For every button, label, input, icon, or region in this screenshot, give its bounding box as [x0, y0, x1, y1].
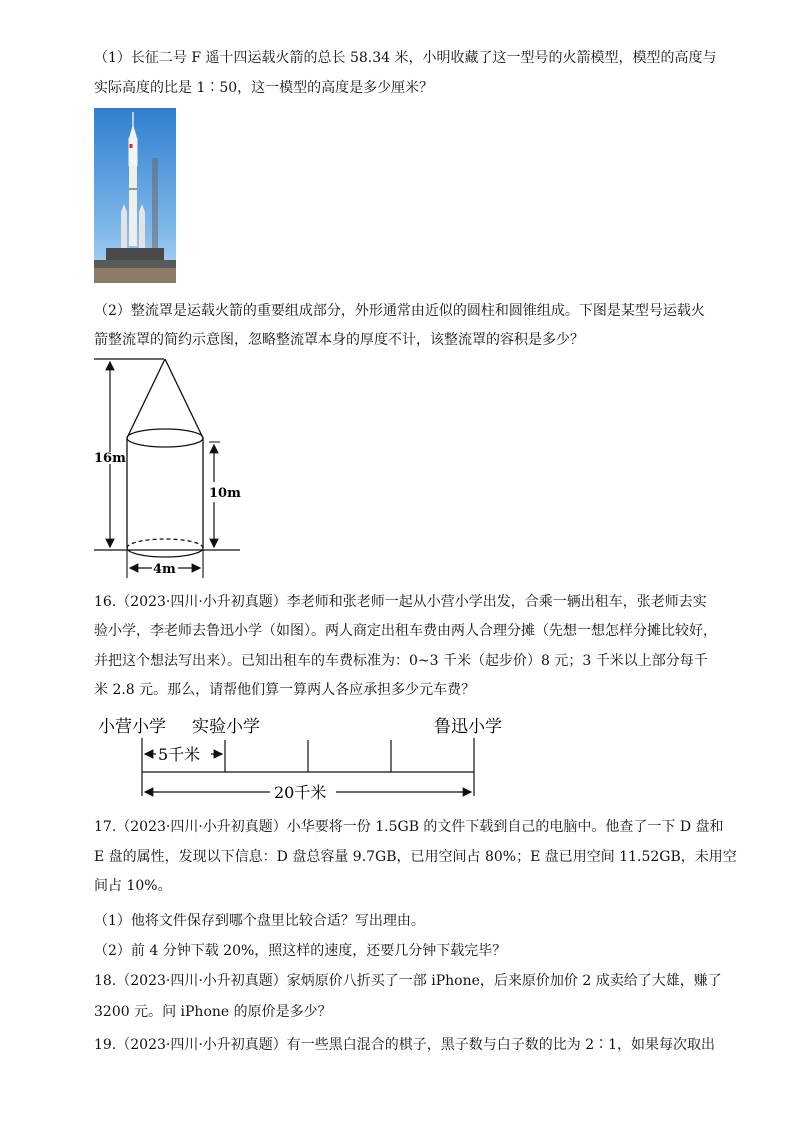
route-mid-label: 实验小学 — [192, 717, 260, 737]
route-diagram — [94, 708, 534, 808]
fairing-diagram — [90, 352, 250, 582]
q15-part1-line-1: （1）长征二号 F 遥十四运载火箭的总长 58.34 米，小明收藏了这一型号的火箭模型，模型的高度与 — [94, 50, 717, 66]
q17-sub-2: （2）前 4 分钟下载 20%，照这样的速度，还要几分钟下载完毕？ — [94, 943, 507, 959]
route-start-label: 小营小学 — [98, 717, 166, 737]
diameter-label: 4m — [153, 562, 176, 577]
rocket-photo — [94, 108, 176, 283]
q16-line-3: 并把这个想法写出来）。已知出租车的车费标准为：0~3 千米（起步价）8 元；3 千米以上部分每千 — [94, 653, 708, 669]
route-short-distance: 5千米 — [158, 745, 201, 764]
q15-part2-line-1: （2）整流罩是运载火箭的重要组成部分，外形通常由近似的圆柱和圆锥组成。下图是某型号运载火 — [94, 303, 705, 319]
q17-line-3: 间占 10%。 — [94, 878, 172, 894]
cylinder-height-label: 10m — [209, 486, 241, 501]
route-total-distance: 20千米 — [274, 783, 327, 802]
total-height-label: 16m — [94, 451, 126, 466]
q16-line-2: 验小学，李老师去鲁迅小学（如图）。两人商定出租车费由两人合理分摊（先想一想怎样分摊比较好， — [94, 623, 717, 639]
q16-line-4: 米 2.8 元。那么，请帮他们算一算两人各应承担多少元车费？ — [94, 682, 476, 698]
q16-line-1: 16.（2023·四川·小升初真题）李老师和张老师一起从小营小学出发，合乘一辆出租车，张老师去实 — [94, 594, 707, 610]
q15-part2-line-2: 箭整流罩的简约示意图，忽略整流罩本身的厚度不计，该整流罩的容积是多少？ — [94, 332, 584, 348]
q15-part1-line-2: 实际高度的比是 1∶50，这一模型的高度是多少厘米？ — [94, 80, 434, 96]
q18-line-1: 18.（2023·四川·小升初真题）家炳原价八折买了一部 iPhone，后来原价加价 2 成卖给了大雄，赚了 — [94, 973, 722, 989]
q18-line-2: 3200 元。问 iPhone 的原价是多少？ — [94, 1004, 332, 1020]
q17-line-2: E 盘的属性，发现以下信息：D 盘总容量 9.7GB，已用空间占 80%；E 盘已用空间 11.52GB，未用空 — [94, 849, 737, 865]
route-end-label: 鲁迅小学 — [434, 717, 502, 737]
q17-line-1: 17.（2023·四川·小升初真题）小华要将一份 1.5GB 的文件下载到自己的电脑中。他查了一下 D 盘和 — [94, 819, 724, 835]
q17-sub-1: （1）他将文件保存到哪个盘里比较合适？写出理由。 — [94, 913, 425, 929]
q19-line-1: 19.（2023·四川·小升初真题）有一些黑白混合的棋子，黑子数与白子数的比为 2∶1，如果每次取出 — [94, 1037, 716, 1053]
